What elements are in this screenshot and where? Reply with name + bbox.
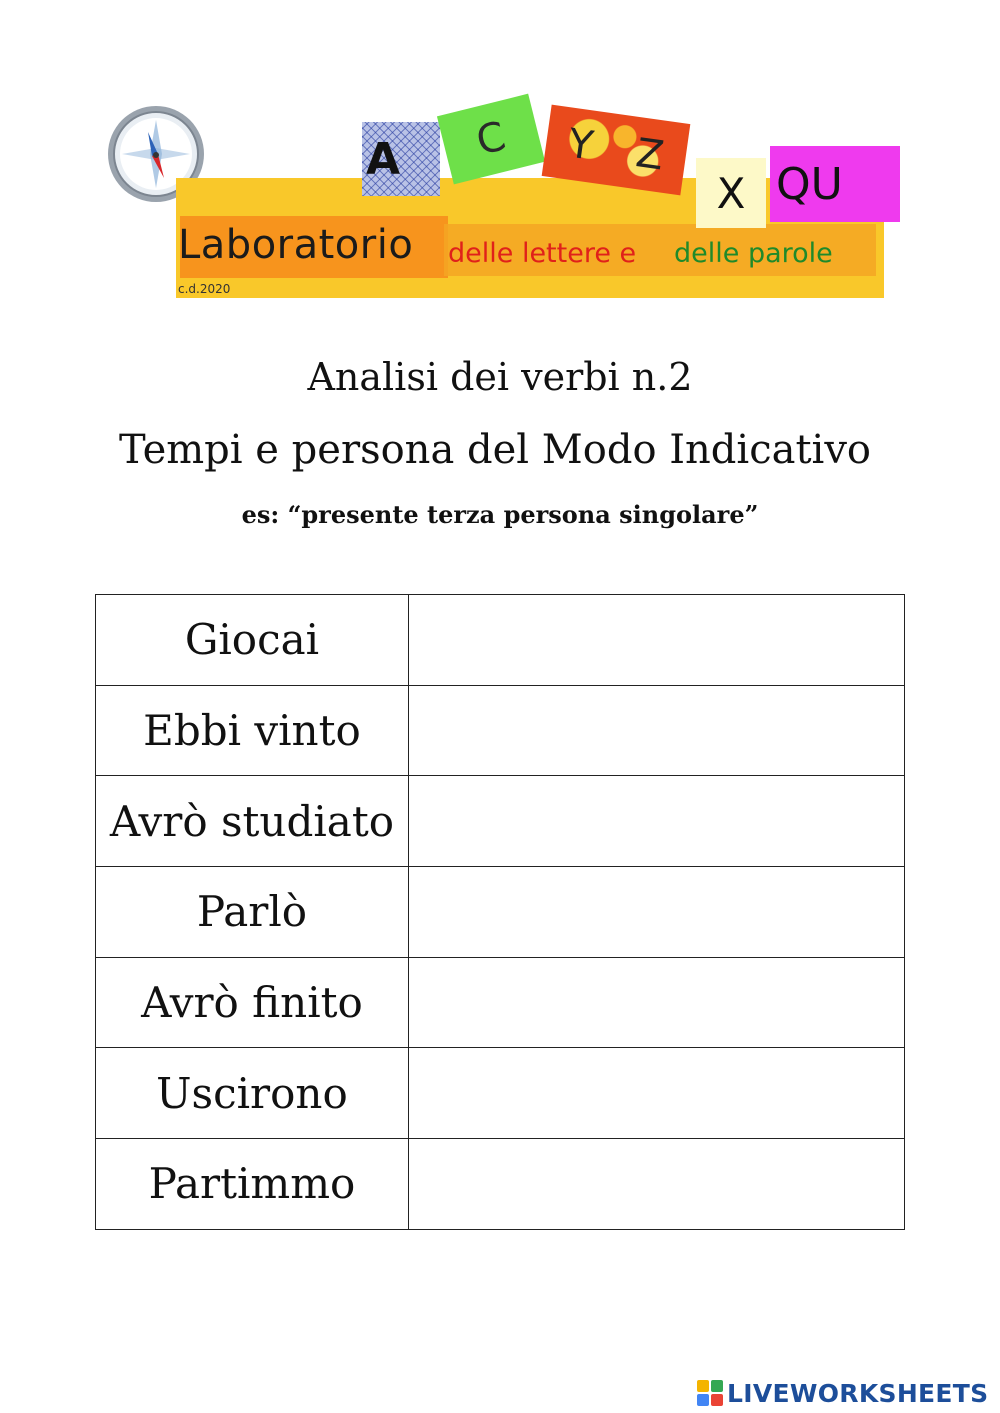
table-row [96,1139,905,1230]
table-row [96,685,905,776]
answer-field[interactable] [408,867,904,958]
verb-table [95,594,905,1230]
letter-tile-x: X [696,158,766,228]
worksheet-subtitle: Tempi e persona del Modo Indicativo [119,427,871,473]
table-row [96,957,905,1048]
liveworksheets-brand: LIVEWORKSHEETS [727,1378,989,1408]
liveworksheets-logo[interactable] [697,1376,988,1410]
letter-tile-qu: QU [770,146,900,222]
answer-field[interactable] [408,957,904,1048]
table-row [96,867,905,958]
answer-field[interactable] [408,1139,904,1230]
answer-field[interactable] [408,595,904,686]
worksheet-title: Analisi dei verbi n.2 [307,355,693,399]
verb-cell: Ebbi vinto [96,685,409,776]
lab-subtitle-words: delle parole [674,238,833,269]
verb-cell: Uscirono [96,1048,409,1139]
letter-tile-a: A [362,122,440,196]
table-row [96,1048,905,1139]
worksheet-example: es: “presente terza persona singolare” [241,500,759,529]
letter-tile-yz: Y Z [542,105,691,196]
answer-field[interactable] [408,776,904,867]
verb-cell: Partimmo [96,1139,409,1230]
lab-title: Laboratorio [178,222,414,268]
verb-cell: Parlò [96,867,409,958]
verb-cell: Avrò finito [96,957,409,1048]
answer-field[interactable] [408,1048,904,1139]
credit-text: c.d.2020 [178,282,231,296]
liveworksheets-icon [697,1380,723,1406]
verb-cell: Avrò studiato [96,776,409,867]
header-banner [100,90,910,310]
table-row [96,595,905,686]
table-row [96,776,905,867]
letter-tile-c: C [437,94,545,185]
lab-subtitle-letters: delle lettere e [448,238,637,269]
verb-cell: Giocai [96,595,409,686]
answer-field[interactable] [408,685,904,776]
